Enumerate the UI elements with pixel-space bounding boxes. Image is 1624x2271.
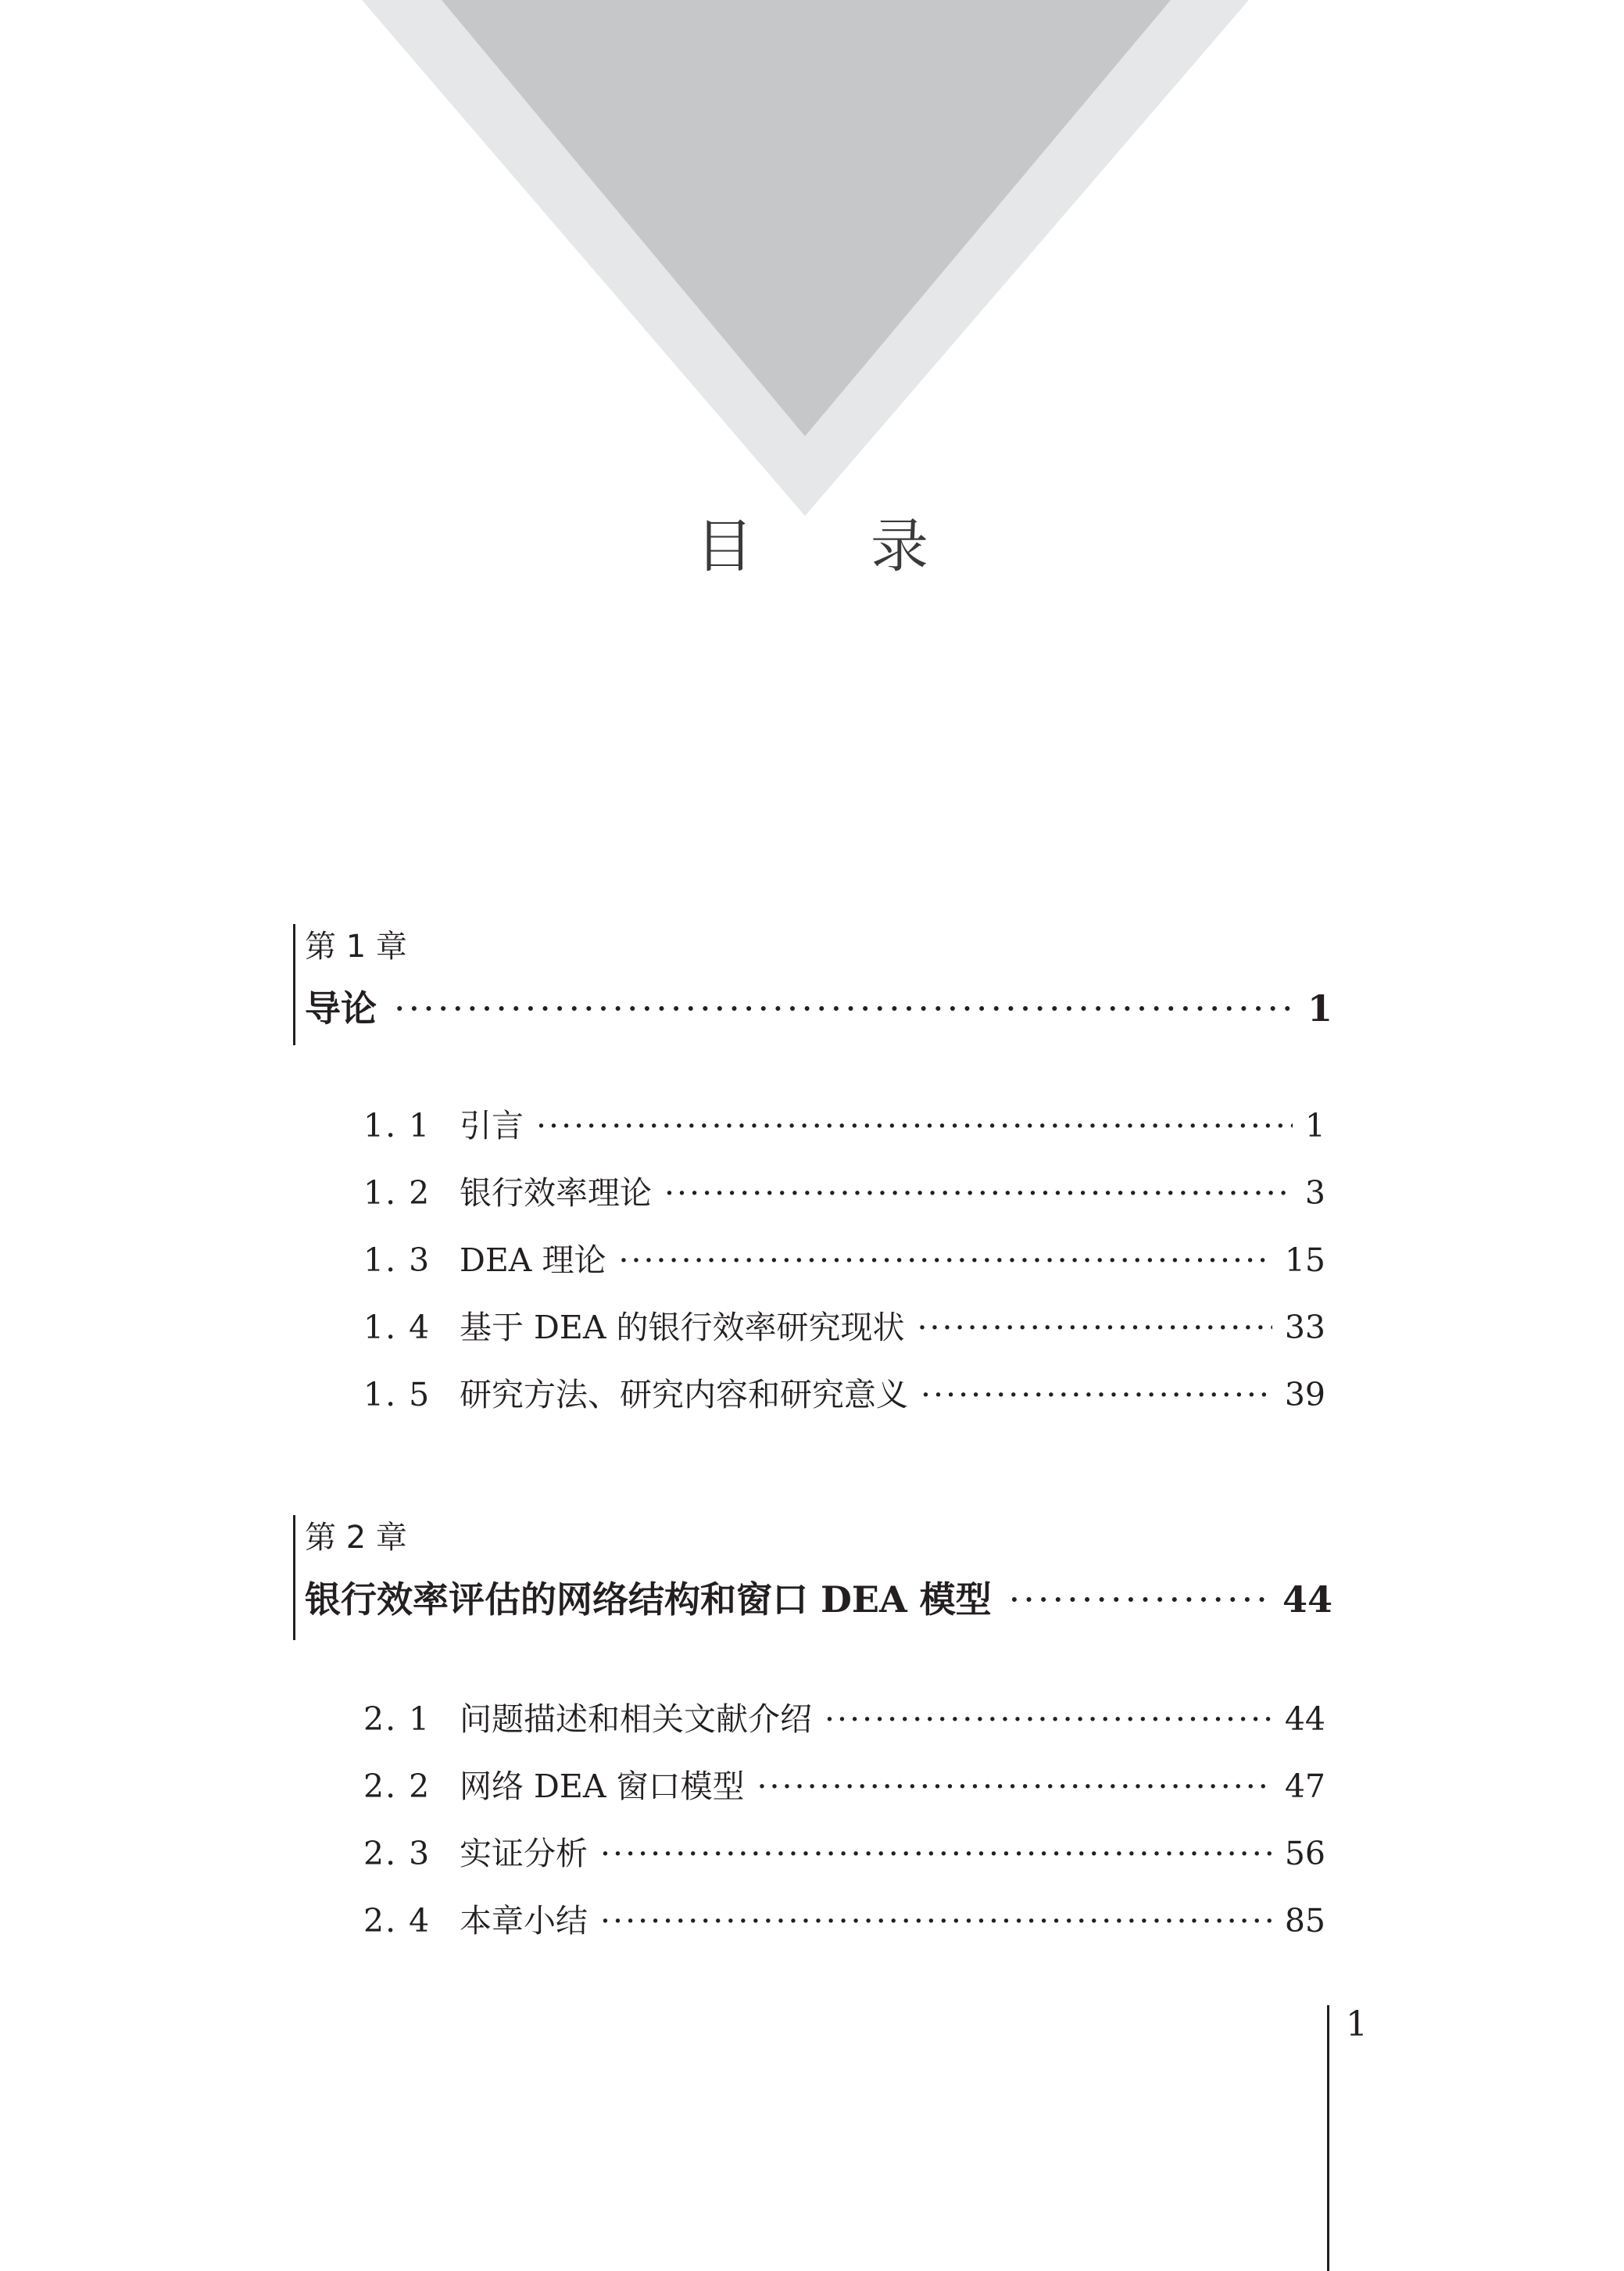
chapter-page: 1 bbox=[1307, 987, 1332, 1030]
section-page: 85 bbox=[1284, 1902, 1325, 1940]
section-page: 1 bbox=[1304, 1107, 1325, 1144]
toc-entry[interactable] bbox=[363, 1761, 1325, 1829]
section-number: 2. 3 bbox=[363, 1835, 431, 1872]
section-title: DEA 理论 bbox=[460, 1241, 606, 1279]
section-title: 网络 DEA 窗口模型 bbox=[460, 1768, 745, 1805]
dot-leader bbox=[825, 1694, 1272, 1744]
chapter-2-sections bbox=[363, 1694, 1325, 1963]
section-page: 44 bbox=[1284, 1700, 1325, 1738]
chapter-title: 导论 bbox=[305, 987, 377, 1030]
section-number: 2. 2 bbox=[363, 1768, 431, 1805]
chapter-title: 银行效率评估的网络结构和窗口 DEA 模型 bbox=[305, 1578, 992, 1621]
toc-entry[interactable] bbox=[363, 1829, 1325, 1896]
section-page: 33 bbox=[1284, 1309, 1325, 1346]
dot-leader bbox=[600, 1829, 1272, 1879]
section-page: 47 bbox=[1284, 1768, 1325, 1805]
section-number: 2. 1 bbox=[363, 1700, 431, 1738]
dot-leader bbox=[921, 1370, 1272, 1420]
section-title: 基于 DEA 的银行效率研究现状 bbox=[460, 1309, 905, 1346]
toc-entry[interactable] bbox=[363, 1302, 1325, 1370]
section-title: 本章小结 bbox=[460, 1902, 588, 1940]
section-number: 1. 4 bbox=[363, 1309, 431, 1346]
section-title: 引言 bbox=[460, 1107, 524, 1144]
page-number: 1 bbox=[1346, 2004, 1368, 2044]
section-page: 15 bbox=[1284, 1241, 1325, 1279]
section-number: 1. 1 bbox=[363, 1107, 431, 1144]
section-title: 问题描述和相关文献介绍 bbox=[460, 1700, 812, 1738]
toc-entry[interactable] bbox=[363, 1896, 1325, 1963]
toc-entry[interactable] bbox=[363, 1168, 1325, 1235]
chapter-label: 第 2 章 bbox=[305, 1520, 407, 1556]
dot-leader bbox=[536, 1101, 1293, 1151]
section-number: 1. 2 bbox=[363, 1174, 431, 1212]
dot-leader bbox=[757, 1761, 1272, 1811]
decorative-triangle bbox=[0, 0, 1624, 516]
section-page: 56 bbox=[1284, 1835, 1325, 1872]
toc-entry[interactable] bbox=[363, 1101, 1325, 1168]
dot-leader bbox=[664, 1168, 1293, 1218]
page-number-rule bbox=[1327, 2005, 1329, 2271]
chapter-label: 第 1 章 bbox=[305, 929, 407, 965]
section-page: 39 bbox=[1284, 1376, 1325, 1413]
chapter-page: 44 bbox=[1282, 1578, 1332, 1621]
chapter-title-row bbox=[305, 983, 1332, 1033]
section-title: 银行效率理论 bbox=[460, 1174, 652, 1212]
chapter-1-sections bbox=[363, 1101, 1325, 1437]
chapter-2-heading[interactable] bbox=[293, 1515, 1332, 1640]
section-title: 实证分析 bbox=[460, 1835, 588, 1872]
dot-leader bbox=[394, 983, 1290, 1033]
chapter-title-row bbox=[305, 1574, 1332, 1624]
section-number: 1. 5 bbox=[363, 1376, 431, 1413]
dot-leader bbox=[618, 1235, 1272, 1285]
toc-entry[interactable] bbox=[363, 1235, 1325, 1302]
dot-leader bbox=[1009, 1574, 1265, 1624]
dot-leader bbox=[600, 1896, 1272, 1946]
toc-entry[interactable] bbox=[363, 1370, 1325, 1437]
section-page: 3 bbox=[1304, 1174, 1325, 1212]
chapter-1-heading[interactable] bbox=[293, 924, 1332, 1045]
section-number: 1. 3 bbox=[363, 1241, 431, 1279]
toc-entry[interactable] bbox=[363, 1694, 1325, 1761]
section-number: 2. 4 bbox=[363, 1902, 431, 1940]
section-title: 研究方法、研究内容和研究意义 bbox=[460, 1376, 908, 1413]
page-title: 目录 bbox=[696, 513, 1046, 580]
dot-leader bbox=[917, 1302, 1272, 1352]
